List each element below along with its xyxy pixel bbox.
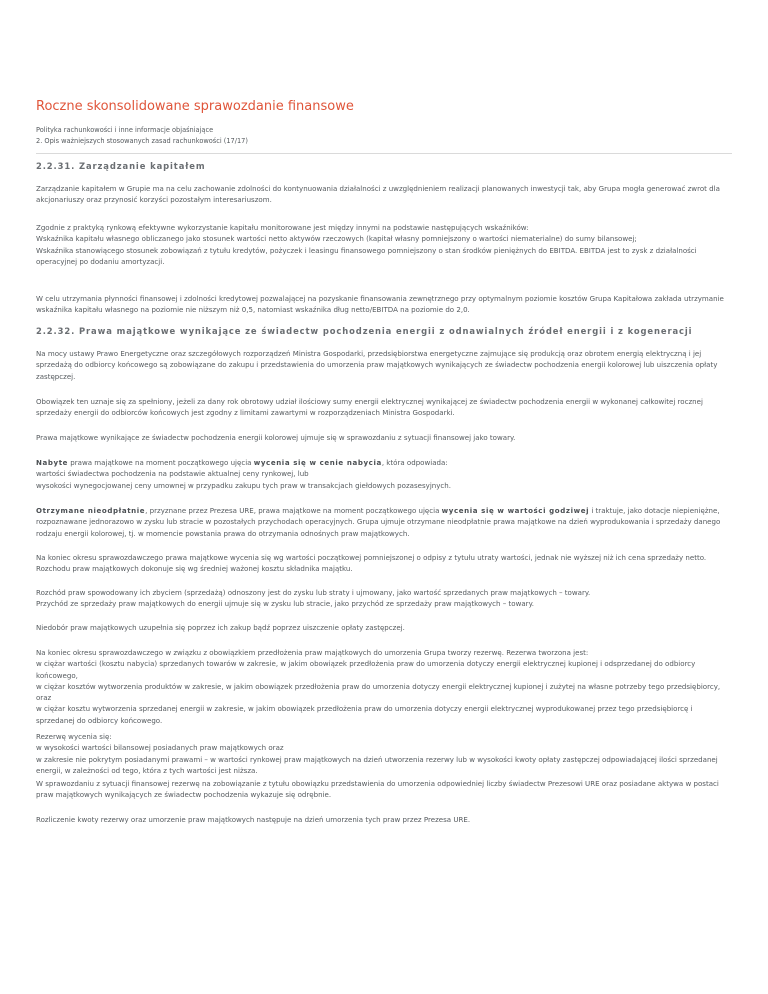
paragraph-line: Na koniec okresu sprawozdawczego w związku z obowiązkiem przedłożenia praw majątkowych do umorzenia Grupa tworzy rezerwę. Rezerwa tworzona jest: (36, 648, 589, 657)
meta-line: 2. Opis ważniejszych stosowanych zasad rachunkowości (17/17) (36, 137, 248, 145)
keyword: Nabyte (36, 458, 69, 467)
paragraph-line: Wskaźnika stanowiącego stosunek zobowiązań z tytułu kredytów, pożyczek i leasingu finansowego pomniejszony o stan środków pieniężnych do EBITDA. EBITDA jest to zysk z działalności operacyjnej po dodaniu amortyzacji. (36, 245, 697, 266)
meta-line: Polityka rachunkowości i inne informacje objaśniające (36, 126, 214, 134)
paragraph-line: Zgodnie z praktyką rynkową efektywne wykorzystanie kapitału monitorowane jest między innymi na podstawie następujących wskaźników: (36, 223, 529, 232)
paragraph-line: w ciężar kosztu wytworzenia sprzedanej energii w zakresie, w jakim obowiązek przedłożenia praw do umorzenia dotyczy energii elektrycznej wyprodukowanej przez tego przedsiębiorcę i sprzedanej do odbiorcy końcowego. (36, 704, 693, 725)
paragraph-line: Wskaźnika kapitału własnego obliczanego jako stosunek wartości netto aktywów rzeczowych (kapitał własny pomniejszony o wartości niematerialne) do sumy bilansowej; (36, 234, 637, 244)
paragraph-line: wysokości wynegocjowanej ceny umownej w przypadku zakupu tych praw w transakcjach giełdowych pozasesyjnych. (36, 480, 451, 490)
text: i traktuje, jako dotacje niepieniężne, rozpoznawane jednorazowo w zysku lub stracie w pozostałych przychodach operacyjnych. Grupa ujmuje otrzymane nieodpłatnie prawa majątkowe na dzień wyprodukowania i sprzedaży danego rodzaju energii kolorowej, tj. w momencie powstania prawa do otrzymania odnośnych praw majątkowych. (36, 506, 721, 538)
paragraph-line: w ciężar wartości (kosztu nabycia) sprzedanych towarów w zakresie, w jakim obowiązek przedłożenia praw do umorzenia dotyczy energii elektrycznej kupionej i odsprzedanej do odbiorcy końcowego, (36, 659, 696, 680)
paragraph-line: w wysokości wartości bilansowej posiadanych praw majątkowych oraz (36, 743, 284, 753)
paragraph: Na koniec okresu sprawozdawczego prawa majątkowe wycenia się wg wartości początkowej pomniejszonej o odpisy z tytułu utraty wartości, jednak nie wyższej niż ich cena sprzedaży netto. Rozchodu praw majątkowych dokonuje się wg średniej ważonej kosztu składnika majątku. (36, 553, 707, 574)
document-title: Roczne skonsolidowane sprawozdanie finansowe (36, 99, 354, 114)
paragraph (36, 731, 732, 776)
paragraph: W sprawozdaniu z sytuacji finansowej rezerwę na zobowiązanie z tytułu obowiązku przedstawienia do umorzenia odpowiedniej liczby świadectw Prezesowi URE oraz posiadane aktywa w postaci praw majątkowych wynikających ze świadectw pochodzenia wykazuje się odrębnie. (36, 779, 719, 800)
paragraph (36, 505, 732, 539)
keyword: Otrzymane nieodpłatnie (36, 506, 146, 515)
paragraph (36, 647, 732, 726)
paragraph: Niedobór praw majątkowych uzupełnia się poprzez ich zakup bądź poprzez uiszczenie opłaty zastępczej. (36, 623, 405, 632)
paragraph-line: Rezerwę wycenia się: (36, 732, 112, 741)
text: , przyznane przez Prezesa URE, prawa majątkowe na moment początkowego ujęcia (145, 506, 442, 515)
paragraph: Rozliczenie kwoty rezerwy oraz umorzenie praw majątkowych następuje na dzień umorzenia tych praw przez Prezesa URE. (36, 815, 471, 824)
paragraph: Zarządzanie kapitałem w Grupie ma na celu zachowanie zdolności do kontynuowania działalności z uwzględnieniem realizacji planowanych inwestycji tak, aby Grupa mogła generować zwrot dla akcjonariuszy oraz przynosić korzyści pozostałym interesariuszom. (36, 184, 720, 205)
header-divider (36, 153, 732, 154)
paragraph-line: Przychód ze sprzedaży praw majątkowych do energii ujmuje się w zysku lub stracie, jako przychód ze sprzedaży praw majątkowych – towary. (36, 599, 534, 609)
paragraph: Obowiązek ten uznaje się za spełniony, jeżeli za dany rok obrotowy udział ilościowy sumy energii elektrycznej wynikającej ze świadectw pochodzenia energii w wykonanej całkowitej rocznej sprzedaży energii do odbiorców końcowych jest zgodny z limitami zawartymi w rozporządzeniach Ministra Gospodarki. (36, 397, 703, 418)
paragraph (36, 222, 732, 267)
paragraph-line (36, 457, 732, 468)
text: prawa majątkowe na moment początkowego ujęcia (68, 458, 254, 467)
paragraph-line: wartości świadectwa pochodzenia na podstawie aktualnej ceny rynkowej, lub (36, 469, 309, 479)
paragraph (36, 587, 732, 610)
section-heading-capital: 2.2.31. Zarządzanie kapitałem (36, 161, 206, 171)
paragraph-line: w ciężar kosztów wytworzenia produktów w zakresie, w jakim obowiązek przedłożenia praw do umorzenia dotyczy energii elektrycznej kupionej i zużytej na własne potrzeby tego przedsiębiorcy, oraz (36, 681, 721, 703)
keyword: wycenia się w cenie nabycia (253, 458, 382, 467)
paragraph (36, 457, 732, 491)
paragraph: W celu utrzymania płynności finansowej i zdolności kredytowej pozwalającej na pozyskanie finansowania zewnętrznego przy optymalnym poziomie kosztów Grupa Kapitałowa zakłada utrzymanie wskaźnika kapitału własnego na poziomie nie niższym niż 0,5, natomiast wskaźnika dług netto/EBITDA na poziomie do 2,0. (36, 294, 724, 315)
paragraph: Prawa majątkowe wynikające ze świadectw pochodzenia energii kolorowej ujmuje się w sprawozdaniu z sytuacji finansowej jako towary. (36, 433, 516, 442)
paragraph-line: Rozchód praw spowodowany ich zbyciem (sprzedażą) odnoszony jest do zysku lub straty i ujmowany, jako wartość sprzedanych praw majątkowych – towary. (36, 588, 591, 597)
document-meta (36, 125, 732, 147)
keyword: wycenia się w wartości godziwej (441, 506, 590, 515)
text: , która odpowiada: (381, 458, 448, 467)
document-page (36, 98, 732, 154)
paragraph: Na mocy ustawy Prawo Energetyczne oraz szczegółowych rozporządzeń Ministra Gospodarki, przedsiębiorstwa energetyczne zajmujące się produkcją oraz obrotem energią elektryczną i jej sprzedażą do odbiorcy końcowego są zobowiązane do zakupu i przedstawienia do umorzenia praw majątkowych wynikających ze świadectw pochodzenia energii kolorowej lub uiszczenia opłaty zastępczej. (36, 349, 718, 381)
section-heading-property-rights: 2.2.32. Prawa majątkowe wynikające ze świadectw pochodzenia energii z odnawialnych źródeł energii i z kogeneracji (36, 326, 693, 336)
paragraph-line: w zakresie nie pokrytym posiadanymi prawami – w wartości rynkowej praw majątkowych na dzień utworzenia rezerwy lub w wysokości kwoty opłaty zastępczej odpowiadającej ilości sprzedanej energii, w zależności od tego, która z tych wartości jest niższa. (36, 754, 718, 775)
